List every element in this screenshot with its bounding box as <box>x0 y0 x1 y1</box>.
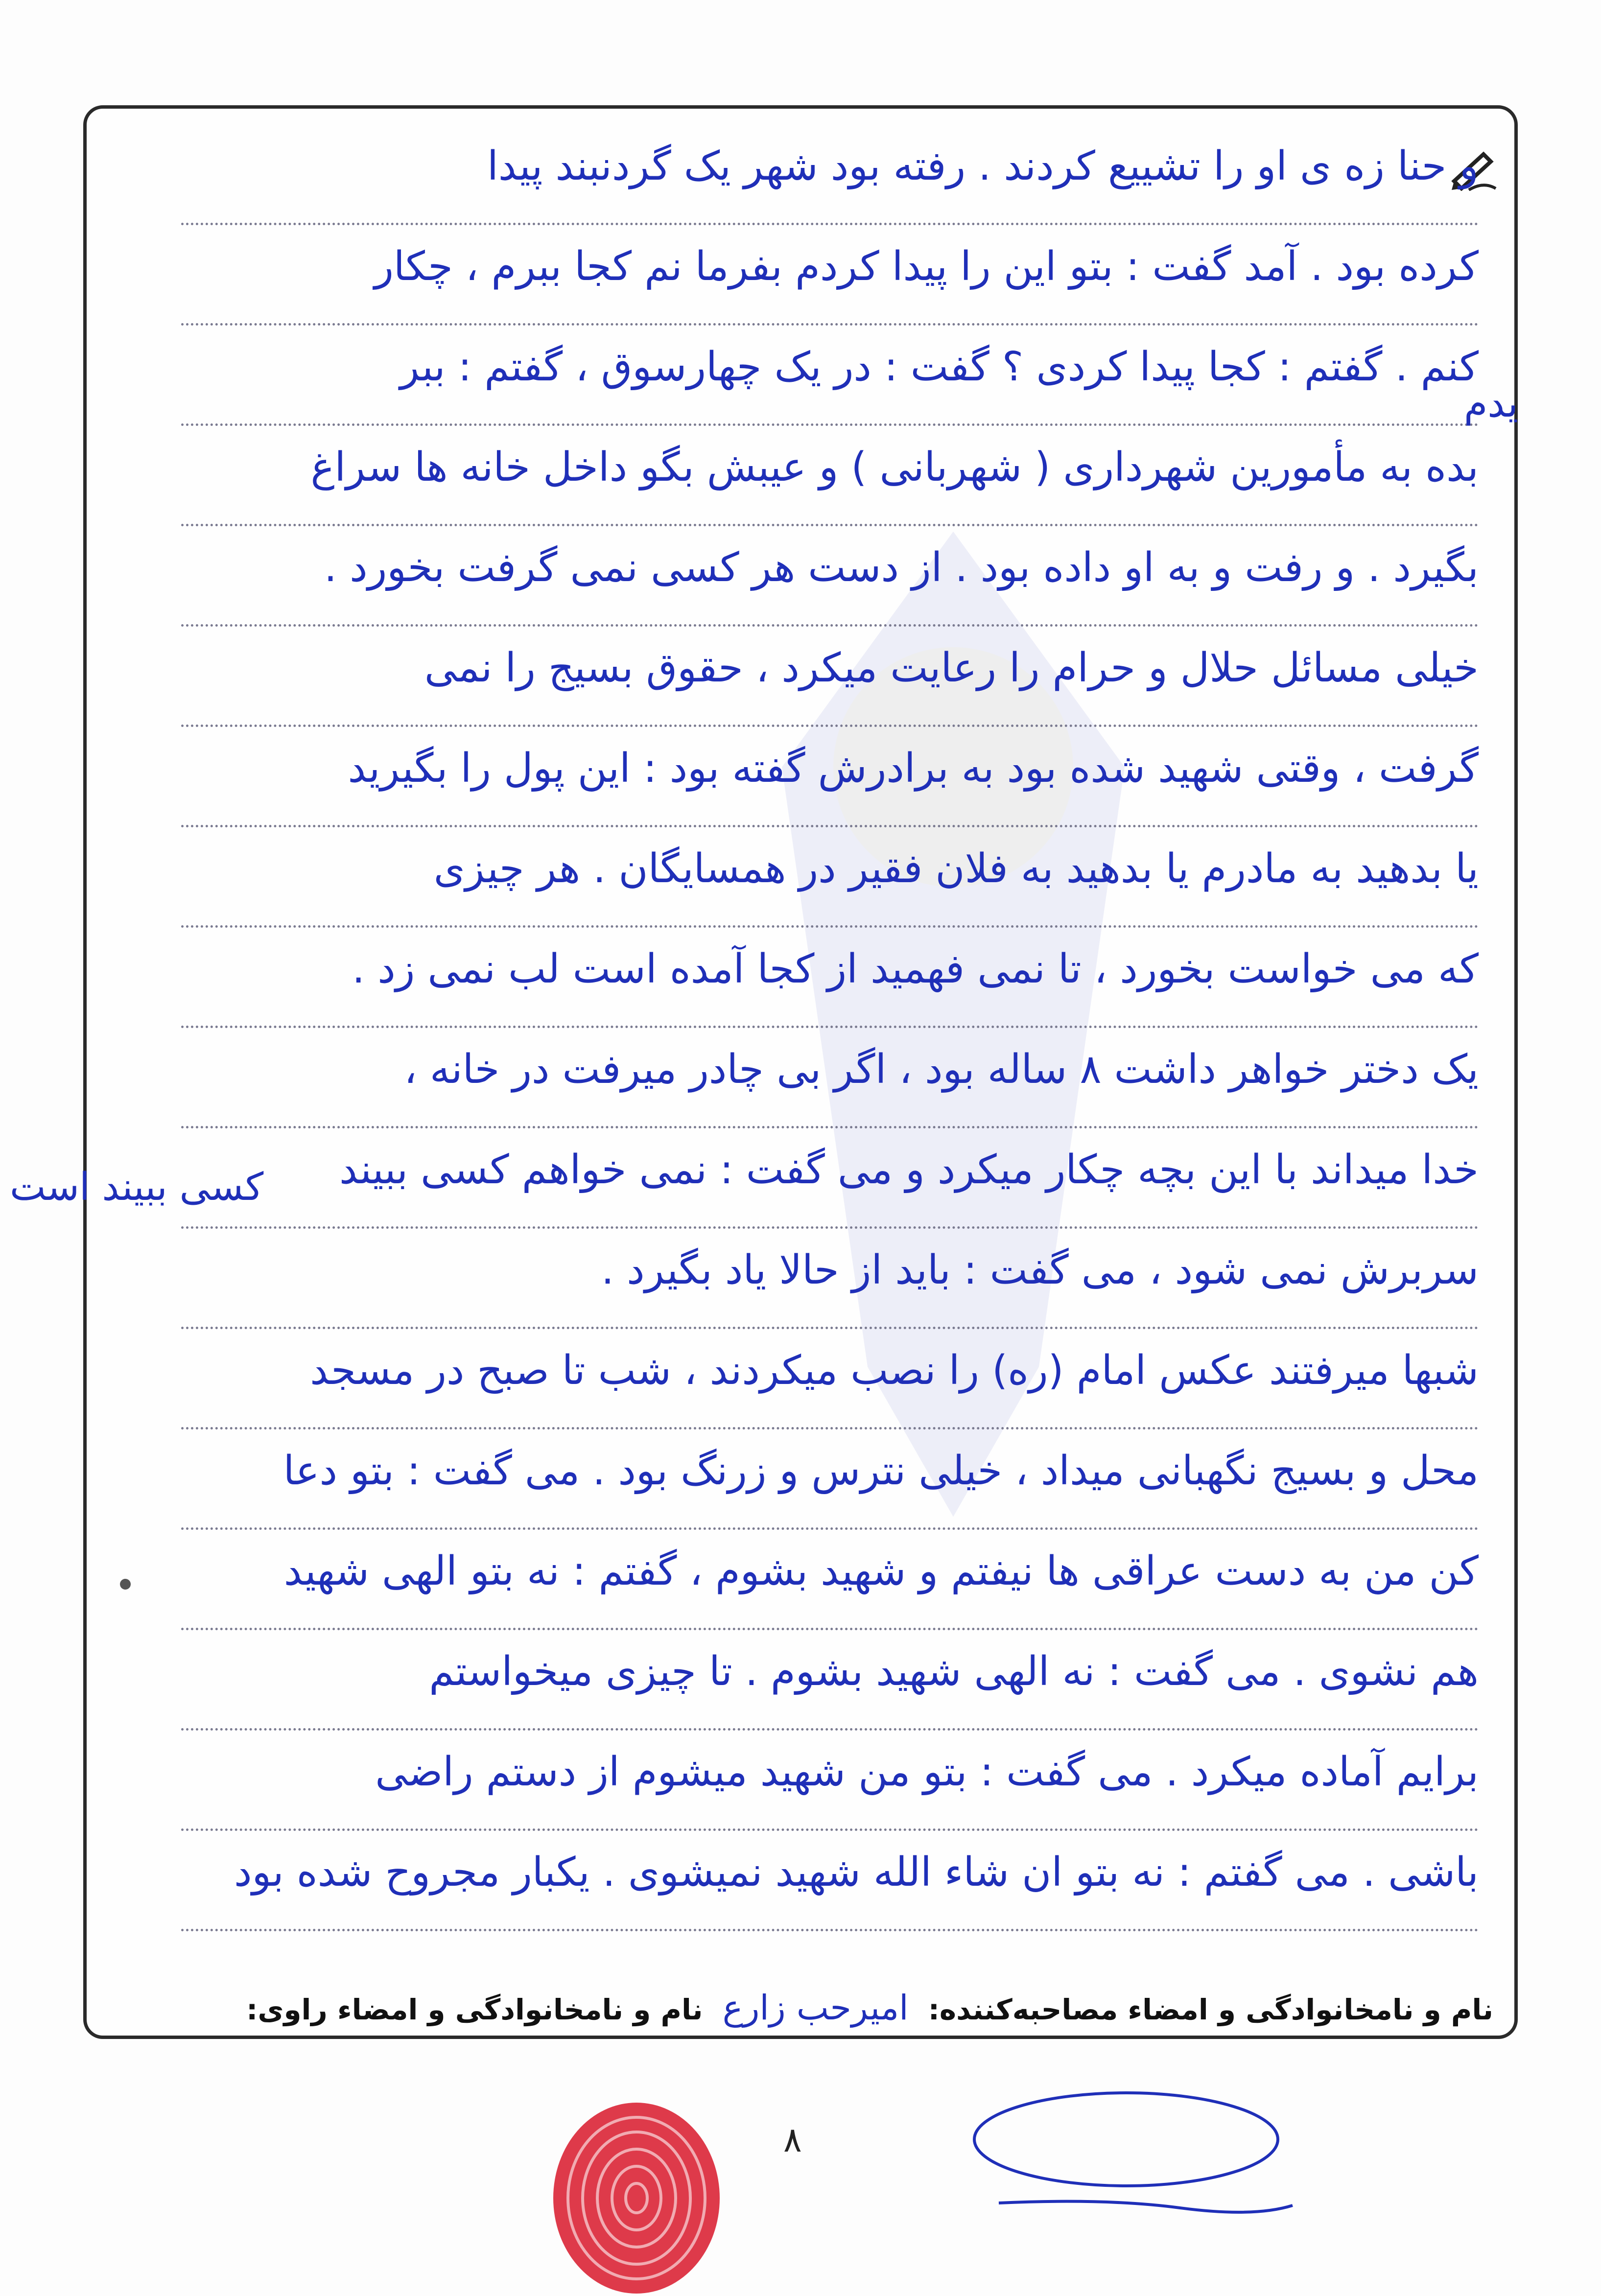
text-line: برایم آماده میکرد . می گفت : بتو من شهید میشوم از دستم راضی <box>181 1728 1479 1831</box>
ink-spot <box>120 1579 131 1590</box>
page-number: ۸ <box>783 2120 802 2160</box>
margin-note: کسی ببیند است <box>10 1165 264 1209</box>
fingerprint-icon <box>543 2090 730 2296</box>
text-line: یک دختر خواهر داشت ۸ ساله بود ، اگر بی چادر میرفت در خانه ، <box>181 1026 1479 1128</box>
text-line: کن من به دست عراقی ها نیفتم و شهید بشوم ، گفتم : نه بتو الهی شهید <box>181 1527 1479 1630</box>
text-line: محل و بسیج نگهبانی میداد ، خیلی نترس و زرنگ بود . می گفت : بتو دعا <box>181 1427 1479 1530</box>
text-line: بده به مأمورین شهرداری ( شهربانی ) و عیبش بگو داخل خانه ها سراغ <box>181 423 1479 526</box>
text-line: که می خواست بخورد ، تا نمی فهمید از کجا آمده است لب نمی زد . <box>181 925 1479 1028</box>
narrator-label: نام و نامخانوادگی و امضاء راوی: <box>246 1993 703 2026</box>
text-line: باشی . می گفتم : نه بتو ان شاء الله شهید نمیشوی . یکبار مجروح شده بود <box>181 1828 1479 1931</box>
text-line: یا بدهید به مادرم یا بدهید به فلان فقیر در همسایگان . هر چیزی <box>181 825 1479 928</box>
text-line: کنم . گفتم : کجا پیدا کردی ؟ گفت : در یک چهارسوق ، گفتم : ببر <box>181 323 1479 426</box>
interviewer-name: امیرحب زارع <box>722 1988 909 2028</box>
text-line: خدا میداند با این بچه چکار میکرد و می گفت : نمی خواهم کسی ببیند <box>181 1126 1479 1229</box>
text-line: کرده بود . آمد گفت : بتو این را پیدا کردم بفرما نم کجا ببرم ، چکار <box>181 223 1479 326</box>
text-line: سربرش نمی شود ، می گفت : باید از حالا یاد بگیرد . <box>181 1226 1479 1329</box>
signature-footer <box>113 1988 1493 2028</box>
interviewer-label: نام و نامخانوادگی و امضاء مصاحبه‌کننده: <box>928 1993 1493 2026</box>
text-line: هم نشوی . می گفت : نه الهی شهید بشوم . تا چیزی میخواستم <box>181 1628 1479 1731</box>
text-line: شبها میرفتند عکس امام (ره) را نصب میکردند ، شب تا صبح در مسجد <box>181 1327 1479 1429</box>
text-line: و حنا زه ی او را تشییع کردند . رفته بود شهر یک گردنبند پیدا <box>181 122 1479 225</box>
text-line: بگیرد . و رفت و به او داده بود . از دست هر کسی نمی گرفت بخورد . <box>181 524 1479 627</box>
margin-note: یدم <box>1464 382 1518 426</box>
text-line: خیلی مسائل حلال و حرام را رعایت میکرد ، حقوق بسیج را نمی <box>181 624 1479 727</box>
signature-icon <box>960 2085 1302 2223</box>
text-line: گرفت ، وقتی شهید شده بود به برادرش گفته بود : این پول را بگیرید <box>181 725 1479 827</box>
